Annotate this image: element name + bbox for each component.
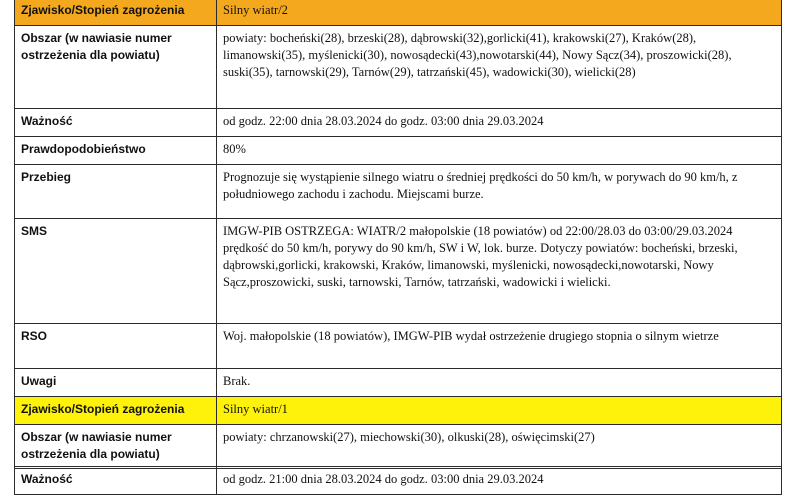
area-value: powiaty: bocheński(28), brzeski(28), dąbrowski(32),gorlicki(41), krakowski(27), Kraków(28), limanowski(35), myślenicki(30), nowosądecki(43),nowotarski(44), Nowy Sącz(34), proszowicki(28), suski(35), tarnowski(29), Tarnów(29), tatrzański(45), wadowicki(30), wielicki(28) <box>217 26 782 109</box>
probability-row <box>15 137 782 165</box>
probability-label: Prawdopodobieństwo <box>15 137 217 165</box>
validity-value-level-1: od godz. 21:00 dnia 28.03.2024 do godz. 03:00 dnia 29.03.2024 <box>217 467 782 495</box>
notes-value: Brak. <box>217 369 782 397</box>
warning-table-level-1-continued <box>14 466 782 495</box>
hazard-value-level-1: Silny wiatr/1 <box>217 397 782 425</box>
notes-row <box>15 369 782 397</box>
area-value-level-1: powiaty: chrzanowski(27), miechowski(30), olkuski(28), oświęcimski(27) <box>217 425 782 469</box>
warning-table-level-2 <box>14 0 782 469</box>
notes-label: Uwagi <box>15 369 217 397</box>
sms-value: IMGW-PIB OSTRZEGA: WIATR/2 małopolskie (18 powiatów) od 22:00/28.03 do 03:00/29.03.2024 prędkość do 50 km/h, porywy do 90 km/h, SW i W, lok. burze. Dotyczy powiatów: bocheński, brzeski, dąbrowski,gorlicki, krakowski, Kraków, limanowski, myślenicki, nowosądecki,nowotarski, Nowy Sącz,proszowicki, suski, tarnowski, Tarnów, tatrzański, wadowicki i wielicki. <box>217 219 782 324</box>
validity-row-level-1 <box>15 467 782 495</box>
validity-row <box>15 109 782 137</box>
area-row-level-1 <box>15 425 782 469</box>
validity-label-level-1: Ważność <box>15 467 217 495</box>
hazard-value: Silny wiatr/2 <box>217 0 782 26</box>
sms-label: SMS <box>15 219 217 324</box>
area-label-level-1: Obszar (w nawiasie numer ostrzeżenia dla powiatu) <box>15 425 217 469</box>
course-value: Prognozuje się wystąpienie silnego wiatru o średniej prędkości do 50 km/h, w porywach do 90 km/h, z południowego zachodu i zachodu. Miejscami burze. <box>217 165 782 219</box>
hazard-row-level-1 <box>15 397 782 425</box>
course-label: Przebieg <box>15 165 217 219</box>
hazard-label-level-1: Zjawisko/Stopień zagrożenia <box>15 397 217 425</box>
hazard-row <box>15 0 782 26</box>
validity-label: Ważność <box>15 109 217 137</box>
rso-value: Woj. małopolskie (18 powiatów), IMGW-PIB wydał ostrzeżenie drugiego stopnia o silnym wietrze <box>217 324 782 369</box>
rso-row <box>15 324 782 369</box>
rso-label: RSO <box>15 324 217 369</box>
probability-value: 80% <box>217 137 782 165</box>
hazard-label: Zjawisko/Stopień zagrożenia <box>15 0 217 26</box>
area-label: Obszar (w nawiasie numer ostrzeżenia dla powiatu) <box>15 26 217 109</box>
sms-row <box>15 219 782 324</box>
area-row <box>15 26 782 109</box>
course-row <box>15 165 782 219</box>
validity-value: od godz. 22:00 dnia 28.03.2024 do godz. 03:00 dnia 29.03.2024 <box>217 109 782 137</box>
